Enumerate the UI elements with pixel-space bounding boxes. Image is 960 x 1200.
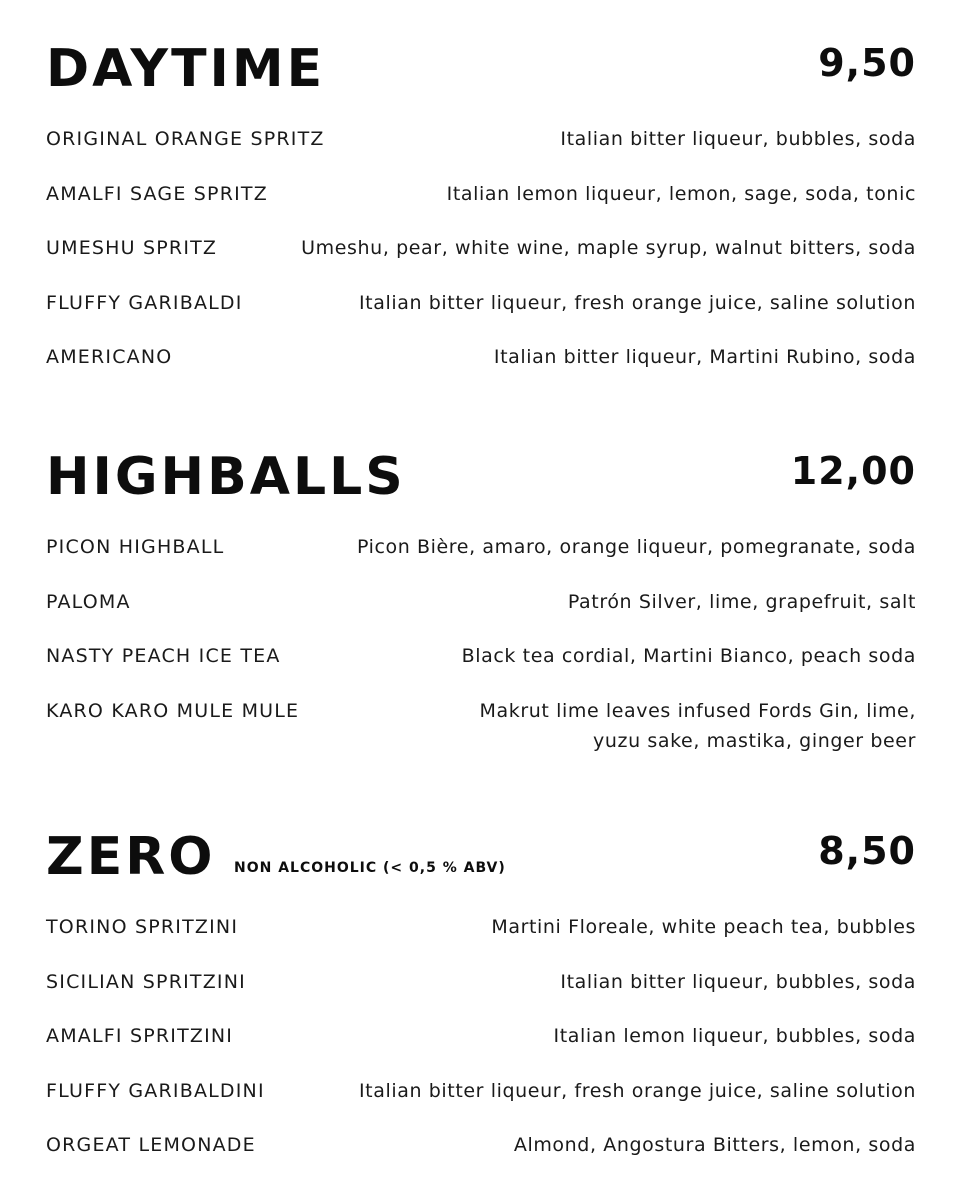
section-zero: [46, 826, 916, 1156]
section-price: 9,50: [818, 41, 916, 85]
section-title: DAYTIME: [46, 39, 326, 99]
item-description-line: Italian bitter liqueur, fresh orange juice, saline solution: [358, 291, 916, 314]
item-description: [494, 342, 916, 372]
section-highballs: [46, 446, 916, 752]
item-name: UMESHU SPRITZ: [46, 237, 218, 259]
item-description: [301, 233, 916, 263]
menu-item: [46, 1076, 916, 1131]
item-name: AMALFI SAGE SPRITZ: [46, 182, 268, 205]
menu-item: [46, 124, 916, 179]
item-description-line: Italian lemon liqueur, bubbles, soda: [553, 1025, 916, 1047]
item-description: [568, 587, 916, 617]
menu-item: [46, 696, 916, 751]
item-description: [462, 641, 916, 671]
section-subtitle: NON ALCOHOLIC (< 0,5 % ABV): [234, 860, 506, 876]
item-description: [554, 1021, 916, 1051]
item-description-line: Italian bitter liqueur, fresh orange juice, saline solution: [358, 1079, 916, 1102]
item-description-line: Italian bitter liqueur, bubbles, soda: [560, 128, 916, 150]
item-description-line: Umeshu, pear, white wine, maple syrup, walnut bitters, soda: [301, 237, 916, 259]
item-list: [46, 912, 916, 1185]
item-description-line: Patrón Silver, lime, grapefruit, salt: [567, 590, 916, 613]
menu-item: [46, 532, 916, 587]
menu-item: [46, 179, 916, 234]
menu-item: [46, 967, 916, 1022]
item-name: KARO KARO MULE MULE: [46, 699, 300, 722]
item-description-line: Black tea cordial, Martini Bianco, peach soda: [461, 645, 916, 667]
item-name: NASTY PEACH ICE TEA: [46, 645, 281, 667]
menu-item: [46, 288, 916, 343]
item-description: [560, 124, 916, 154]
item-name: TORINO SPRITZINI: [46, 916, 239, 938]
item-description-line: Almond, Angostura Bitters, lemon, soda: [513, 1134, 916, 1156]
menu-item: [46, 641, 916, 696]
item-description: [480, 696, 916, 756]
menu-item: [46, 587, 916, 642]
menu-item: [46, 233, 916, 288]
item-name: PICON HIGHBALL: [46, 536, 225, 558]
item-name: AMERICANO: [46, 346, 173, 368]
item-description: [514, 1130, 916, 1160]
item-name: SICILIAN SPRITZINI: [46, 970, 246, 993]
item-description: [491, 912, 916, 942]
item-description-line: Italian lemon liqueur, lemon, sage, soda, tonic: [446, 182, 916, 205]
item-description: [357, 532, 916, 562]
item-name: FLUFFY GARIBALDI: [46, 291, 243, 314]
item-description-line: yuzu sake, mastika, ginger beer: [593, 729, 916, 752]
item-description: [560, 967, 916, 997]
section-header: [46, 826, 916, 888]
item-description-line: Martini Floreale, white peach tea, bubbles: [491, 916, 916, 938]
item-description: [359, 288, 916, 318]
menu-item: [46, 912, 916, 967]
item-description: [359, 1076, 916, 1106]
item-list: [46, 532, 916, 750]
section-header: [46, 38, 916, 100]
section-title: ZERO: [46, 827, 216, 887]
menu-item: [46, 1130, 916, 1185]
item-name: ORGEAT LEMONADE: [46, 1134, 256, 1156]
item-name: AMALFI SPRITZINI: [46, 1025, 234, 1047]
item-description-line: Italian bitter liqueur, Martini Rubino, soda: [493, 346, 916, 368]
item-description-line: Italian bitter liqueur, bubbles, soda: [560, 970, 916, 993]
menu-item: [46, 342, 916, 397]
item-name: ORIGINAL ORANGE SPRITZ: [46, 128, 325, 150]
item-name: FLUFFY GARIBALDINI: [46, 1079, 265, 1102]
item-list: [46, 124, 916, 397]
item-description-line: Makrut lime leaves infused Fords Gin, lime,: [479, 699, 916, 722]
section-title: HIGHBALLS: [46, 447, 406, 507]
item-description: [447, 179, 916, 209]
menu-item: [46, 1021, 916, 1076]
section-daytime: [46, 38, 916, 368]
item-name: PALOMA: [46, 590, 131, 613]
section-price: 8,50: [818, 829, 916, 873]
menu-page: [46, 0, 916, 1200]
section-header: [46, 446, 916, 508]
item-description-line: Picon Bière, amaro, orange liqueur, pomegranate, soda: [356, 536, 916, 558]
section-price: 12,00: [790, 449, 916, 493]
